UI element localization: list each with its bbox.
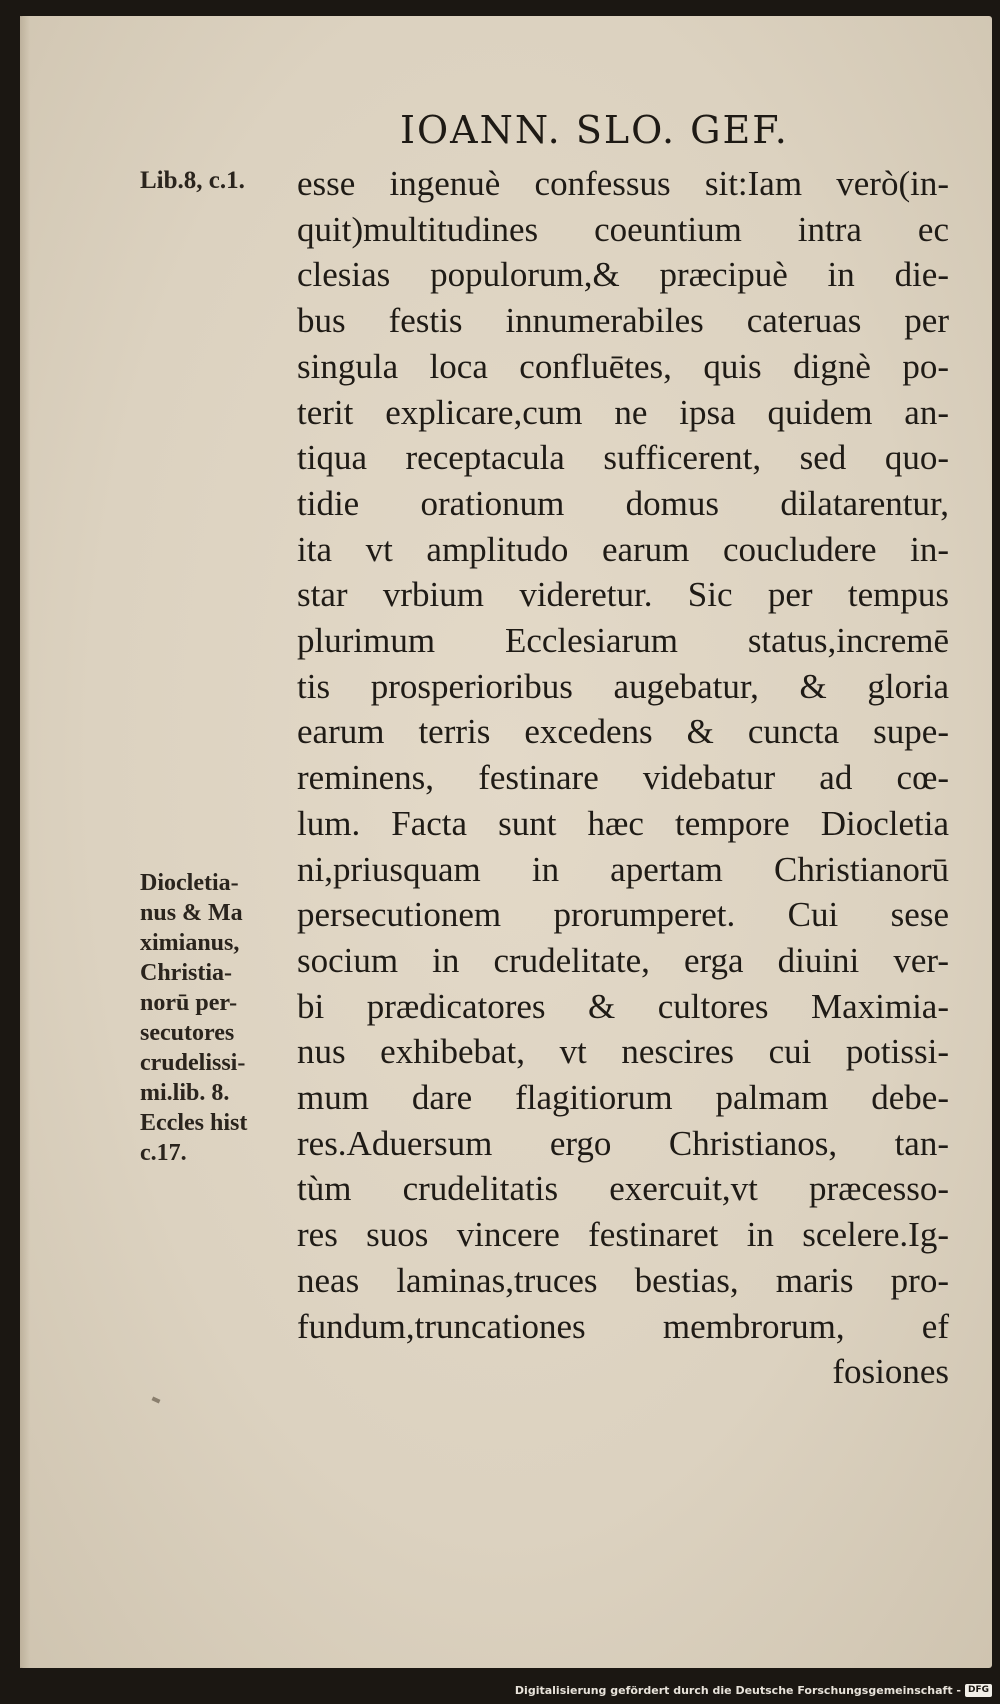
text-line: ni,priusquam in apertam Christianorū [297, 849, 949, 889]
text-line: plurimum Ecclesiarum status,incremē [297, 621, 949, 660]
marginal-note-line: Diocletia- [140, 870, 239, 896]
marginal-note-line: ximianus, [140, 930, 240, 956]
text-line: star vrbium videretur. Sic per tempus [297, 575, 949, 615]
text-line: tiqua receptacula sufficerent, sed quo- [297, 438, 949, 478]
text-line: quit)multitudines coeuntium intra ec [297, 209, 949, 249]
margin-reference: Lib.8, c.1. [140, 167, 245, 194]
footer-credit: Digitalisierung gefördert durch die Deutsche Forschungsgemeinschaft - [514, 1684, 961, 1697]
marginal-note-line: nus & Ma [140, 900, 243, 926]
marginal-note-line: mi.lib. 8. [140, 1080, 230, 1106]
running-head: IOANN. SLO. GEF. [400, 108, 789, 152]
text-line: singula loca confluētes, quis dignè po- [297, 346, 949, 386]
text-line: tùm crudelitatis exercuit,vt præcesso- [297, 1169, 949, 1209]
text-line: res.Aduersum ergo Christianos, tan- [297, 1123, 949, 1163]
marginal-note-line: secutores [140, 1020, 235, 1046]
text-line: nus exhibebat, vt nescires cui potissi- [297, 1032, 949, 1072]
text-line: lum. Facta sunt hæc tempore Diocletia [297, 803, 949, 843]
text-line: tis prosperioribus augebatur, & gloria [297, 666, 949, 706]
text-line: neas laminas,truces bestias, maris pro- [297, 1260, 949, 1300]
text-line: res suos vincere festinaret in scelere.Ig- [297, 1215, 949, 1255]
marginal-note-line: Eccles hist [140, 1110, 248, 1136]
text-line: ita vt amplitudo earum coucludere in- [297, 529, 949, 569]
text-line: esse ingenuè confessus sit:Iam verò(in- [297, 164, 949, 203]
text-line: bus festis innumerabiles cateruas per [297, 301, 949, 341]
page-edge-shadow [20, 16, 30, 1668]
text-line: mum dare flagitiorum palmam debe- [297, 1078, 949, 1117]
text-line: fosiones [832, 1352, 949, 1392]
text-line: clesias populorum,& præcipuè in die- [297, 255, 949, 295]
marginal-note-line: c.17. [140, 1140, 187, 1166]
text-line: reminens, festinare videbatur ad cœ- [297, 758, 949, 798]
text-line: bi prædicatores & cultores Maximia- [297, 986, 949, 1026]
text-line: socium in crudelitate, erga diuini ver- [297, 940, 949, 980]
text-line: terit explicare,cum ne ipsa quidem an- [297, 392, 949, 432]
text-line: persecutionem prorumperet. Cui sese [297, 895, 949, 935]
text-line: tidie orationum domus dilatarentur, [297, 483, 949, 523]
text-line: fundum,truncationes membrorum, ef [297, 1306, 949, 1346]
dfg-logo: DFG [965, 1684, 992, 1697]
digitization-footer [515, 1684, 992, 1697]
marginal-note-line: Christia- [140, 960, 232, 986]
marginal-note-line: norū per- [140, 990, 238, 1016]
marginal-note-line: crudelissi- [140, 1050, 246, 1076]
text-line: earum terris excedens & cuncta supe- [297, 712, 949, 752]
